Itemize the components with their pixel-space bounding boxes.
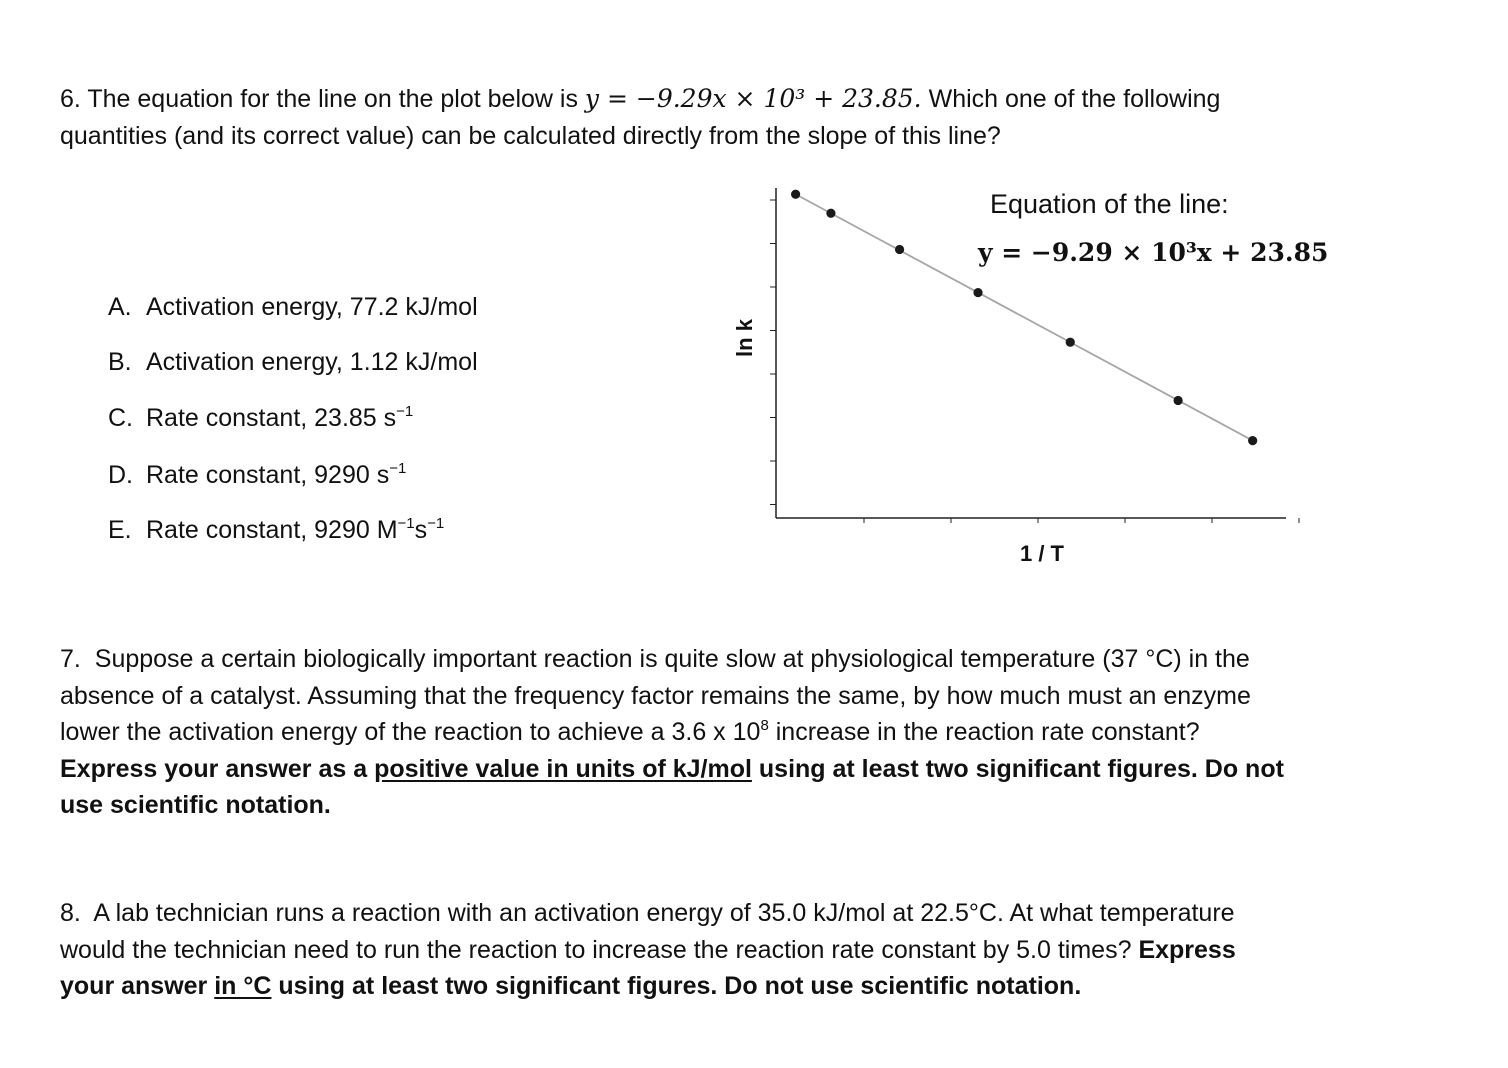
- question-8-instruction-underlined: in °C: [214, 972, 272, 1000]
- option-c[interactable]: [108, 403, 413, 433]
- question-7-text: [60, 641, 1284, 824]
- option-text: Rate constant, 9290 M: [146, 516, 398, 544]
- option-a[interactable]: [108, 292, 478, 322]
- data-point: [895, 245, 904, 254]
- trend-line: [796, 194, 1253, 440]
- option-superscript: −1: [389, 460, 407, 477]
- question-6-text-before: The equation for the line on the plot below is: [87, 85, 578, 113]
- equation-annotation: y = −9.29 × 10³x + 23.85: [978, 238, 1329, 267]
- question-7-line3b: increase in the reaction rate constant?: [775, 718, 1200, 746]
- data-point: [1066, 338, 1075, 347]
- option-superscript: −1: [396, 403, 414, 420]
- option-superscript: −1: [397, 515, 415, 532]
- question-7-instruction-2: using at least two significant figures. Do not: [758, 754, 1284, 783]
- question-6-text: [60, 80, 1220, 155]
- x-axis-label: 1 / T: [1019, 541, 1065, 566]
- question-7-instruction-3: use scientific notation.: [60, 791, 331, 819]
- option-text: Rate constant, 9290 s: [146, 461, 390, 489]
- option-letter: D.: [108, 461, 133, 489]
- question-7-line2: absence of a catalyst. Assuming that the frequency factor remains the same, by how much must an enzyme: [60, 681, 1251, 710]
- question-8-instruction-start: Express: [1138, 935, 1236, 964]
- question-7-number: 7.: [60, 645, 81, 673]
- question-7-line1: Suppose a certain biologically important reaction is quite slow at physiological temperature (37 °C) in the: [94, 645, 1250, 673]
- question-6-line2: quantities (and its correct value) can be calculated directly from the slope of this line?: [60, 122, 1001, 150]
- data-point: [1248, 436, 1257, 445]
- option-text: Activation energy, 77.2 kJ/mol: [146, 293, 478, 321]
- option-text-2: s: [414, 516, 428, 544]
- question-8-number: 8.: [60, 899, 81, 927]
- question-8-instruction-2: using at least two significant figures. Do not use scientific notation.: [278, 972, 1082, 1000]
- data-point: [826, 209, 835, 218]
- question-6-number: 6.: [60, 85, 81, 113]
- question-8-text: [60, 895, 1236, 1005]
- option-letter: E.: [108, 516, 132, 544]
- option-letter: B.: [108, 348, 132, 376]
- option-d[interactable]: [108, 460, 406, 490]
- data-point: [791, 190, 800, 199]
- data-point: [973, 288, 982, 297]
- option-superscript-2: −1: [427, 515, 445, 532]
- question-8-line1: A lab technician runs a reaction with an activation energy of 35.0 kJ/mol at 22.5°C. At what temperature: [93, 899, 1235, 927]
- option-e[interactable]: [108, 515, 444, 545]
- arrhenius-plot: [720, 175, 1360, 575]
- question-6-text-after: Which one of the following: [928, 85, 1221, 113]
- option-text: Rate constant, 23.85 s: [146, 404, 397, 432]
- chart-title: Equation of the line:: [990, 189, 1229, 219]
- question-7-exponent: 8: [760, 717, 769, 734]
- question-7-instruction-1: Express your answer as a: [60, 754, 368, 783]
- question-7-line3a: lower the activation energy of the reaction to achieve a 3.6 x 10: [60, 718, 761, 746]
- question-8-instruction-1: your answer: [60, 972, 208, 1000]
- question-7-instruction-underlined: positive value in units of kJ/mol: [374, 754, 752, 783]
- option-letter: C.: [108, 404, 133, 432]
- option-text: Activation energy, 1.12 kJ/mol: [146, 348, 478, 376]
- question-8-line2: would the technician need to run the reaction to increase the reaction rate constant by 5.0 times?: [60, 935, 1132, 964]
- chart-marks: [791, 190, 1257, 446]
- question-6-equation: y = −9.29x × 10³ + 23.85.: [584, 84, 922, 113]
- y-axis-label: ln k: [732, 319, 757, 357]
- data-point: [1174, 396, 1183, 405]
- option-b[interactable]: [108, 347, 478, 377]
- option-letter: A.: [108, 293, 132, 321]
